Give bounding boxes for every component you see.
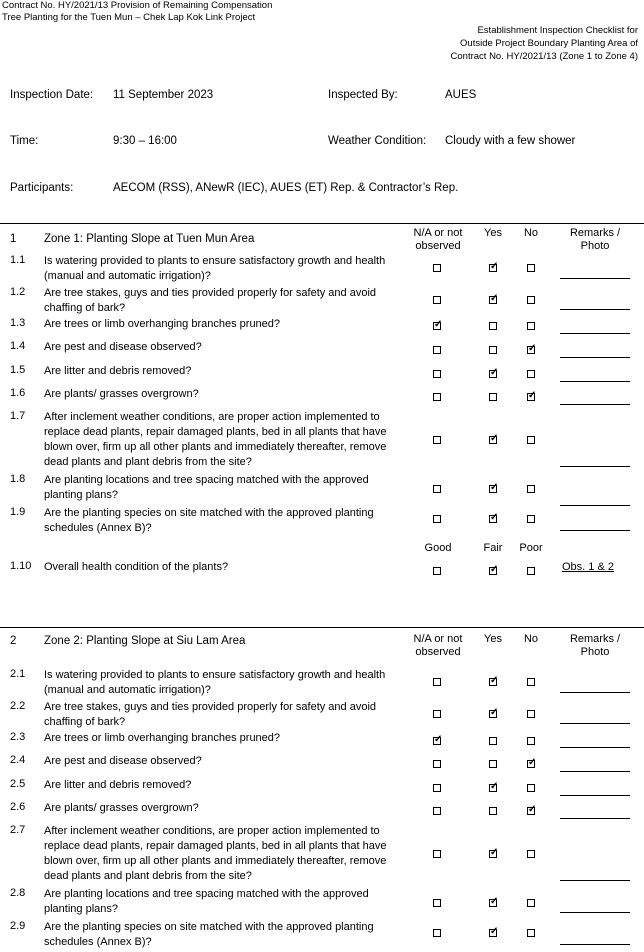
zone2-col-yes: Yes bbox=[484, 633, 502, 645]
checkbox-yes[interactable] bbox=[489, 807, 497, 815]
checkbox-na[interactable] bbox=[433, 346, 441, 354]
question-line: Are tree stakes, guys and ties provided properly for safety and avoid bbox=[44, 287, 377, 299]
zone2-number: 2 bbox=[10, 635, 17, 647]
checkbox-na[interactable] bbox=[433, 784, 441, 792]
checkbox-na[interactable] bbox=[433, 929, 441, 937]
item-question bbox=[44, 317, 389, 332]
item-question bbox=[44, 668, 389, 698]
question-line: replace dead plants, repair damaged plants, bed in all plants that have bbox=[44, 426, 387, 438]
question-line: blown over, firm up all other plants and immediately thereafter, remove bbox=[44, 441, 387, 453]
checkbox-na[interactable] bbox=[433, 296, 441, 304]
checkbox-na[interactable] bbox=[433, 485, 441, 493]
question-line: Is watering provided to plants to ensure satisfactory growth and health bbox=[44, 255, 386, 267]
checklist-title-2: Outside Project Boundary Planting Area of bbox=[460, 38, 638, 49]
zone2-col-no: No bbox=[523, 633, 539, 645]
item-number: 1.8 bbox=[10, 473, 26, 485]
checkbox-yes[interactable] bbox=[489, 929, 497, 937]
inspection-date-value: 11 September 2023 bbox=[113, 89, 214, 101]
remark-field[interactable] bbox=[560, 944, 630, 945]
zone2-title: Zone 2: Planting Slope at Siu Lam Area bbox=[44, 635, 246, 647]
item-number: 2.1 bbox=[10, 668, 26, 680]
remark-text: Obs. 1 & 2 bbox=[562, 561, 614, 573]
question-line: Are trees or limb overhanging branches pruned? bbox=[44, 732, 281, 744]
zone2-divider bbox=[0, 627, 644, 628]
item-number: 2.5 bbox=[10, 778, 26, 790]
item-number: 1.5 bbox=[10, 364, 26, 376]
remark-field[interactable] bbox=[560, 333, 630, 334]
checkbox-no[interactable] bbox=[527, 760, 535, 768]
checkbox-poor[interactable] bbox=[527, 567, 535, 575]
checkbox-no[interactable] bbox=[527, 850, 535, 858]
participants-label: Participants: bbox=[10, 182, 74, 194]
checkbox-no[interactable] bbox=[527, 784, 535, 792]
zone2-col-na: N/A or not observed bbox=[413, 633, 463, 658]
checkbox-no[interactable] bbox=[527, 899, 535, 907]
zone1-number: 1 bbox=[10, 233, 17, 245]
zone1-col-poor: Poor bbox=[519, 542, 543, 554]
item-number: 2.2 bbox=[10, 700, 26, 712]
checkbox-no[interactable] bbox=[527, 296, 535, 304]
item-question bbox=[44, 887, 389, 917]
item-question bbox=[44, 410, 389, 470]
item-number: 1.1 bbox=[10, 254, 26, 266]
item-question bbox=[44, 340, 389, 355]
item-question bbox=[44, 920, 389, 950]
question-line: chaffing of bark? bbox=[44, 302, 126, 314]
remark-field[interactable] bbox=[560, 880, 630, 881]
checkbox-no[interactable] bbox=[527, 370, 535, 378]
question-line: After inclement weather conditions, are proper action implemented to bbox=[44, 825, 380, 837]
checkbox-na[interactable] bbox=[433, 436, 441, 444]
remark-field[interactable] bbox=[560, 466, 630, 467]
checkbox-yes[interactable] bbox=[489, 850, 497, 858]
checkbox-fair[interactable] bbox=[489, 567, 497, 575]
question-line: Are the planting species on site matched with the approved planting bbox=[44, 507, 374, 519]
checkbox-yes[interactable] bbox=[489, 899, 497, 907]
item-question bbox=[44, 801, 389, 816]
checkbox-yes[interactable] bbox=[489, 264, 497, 272]
checkbox-na[interactable] bbox=[433, 515, 441, 523]
remark-field[interactable] bbox=[560, 357, 630, 358]
checkbox-good[interactable] bbox=[433, 567, 441, 575]
question-line: (manual and automatic irrigation)? bbox=[44, 270, 211, 282]
item-number: 2.6 bbox=[10, 801, 26, 813]
zone1-col-fair: Fair bbox=[483, 542, 503, 554]
inspection-date-label: Inspection Date: bbox=[10, 89, 94, 101]
question-line: schedules (Annex B)? bbox=[44, 936, 152, 948]
zone1-title: Zone 1: Planting Slope at Tuen Mun Area bbox=[44, 233, 255, 245]
item-number: 2.9 bbox=[10, 920, 26, 932]
item-number: 1.10 bbox=[10, 560, 32, 572]
remark-field[interactable] bbox=[560, 381, 630, 382]
question-line: Overall health condition of the plants? bbox=[44, 561, 229, 573]
item-question bbox=[44, 700, 389, 730]
checkbox-na[interactable] bbox=[433, 370, 441, 378]
inspected-by-label: Inspected By: bbox=[328, 89, 398, 101]
zone1-col-good: Good bbox=[424, 542, 452, 554]
checkbox-yes[interactable] bbox=[489, 710, 497, 718]
checklist-header bbox=[451, 24, 638, 63]
remark-field[interactable] bbox=[560, 723, 630, 724]
participants-value: AECOM (RSS), ANewR (IEC), AUES (ET) Rep. & Contractor’s Rep. bbox=[113, 182, 459, 194]
zone1-col-remarks: Remarks / Photo bbox=[569, 227, 621, 252]
question-line: Are trees or limb overhanging branches pruned? bbox=[44, 318, 281, 330]
checkbox-yes[interactable] bbox=[489, 678, 497, 686]
checkbox-no[interactable] bbox=[527, 485, 535, 493]
checkbox-no[interactable] bbox=[527, 678, 535, 686]
item-number: 1.4 bbox=[10, 340, 26, 352]
checkbox-na[interactable] bbox=[433, 760, 441, 768]
question-line: Are pest and disease observed? bbox=[44, 341, 202, 353]
remark-field[interactable] bbox=[560, 771, 630, 772]
item-question bbox=[44, 754, 389, 769]
question-line: Are plants/ grasses overgrown? bbox=[44, 388, 199, 400]
remark-field[interactable] bbox=[560, 309, 630, 310]
checkbox-yes[interactable] bbox=[489, 346, 497, 354]
zone2-col-remarks: Remarks / Photo bbox=[569, 633, 621, 658]
item-question bbox=[44, 560, 389, 575]
checkbox-no[interactable] bbox=[527, 393, 535, 401]
question-line: Are pest and disease observed? bbox=[44, 755, 202, 767]
question-line: Are litter and debris removed? bbox=[44, 365, 192, 377]
item-question bbox=[44, 473, 389, 503]
checkbox-yes[interactable] bbox=[489, 784, 497, 792]
item-question bbox=[44, 364, 389, 379]
question-line: dead plants and plant debris from the site? bbox=[44, 456, 252, 468]
question-line: schedules (Annex B)? bbox=[44, 522, 152, 534]
question-line: Are planting locations and tree spacing matched with the approved bbox=[44, 888, 369, 900]
remark-field[interactable] bbox=[560, 505, 630, 506]
remark-field[interactable] bbox=[560, 278, 630, 279]
checkbox-no[interactable] bbox=[527, 710, 535, 718]
checkbox-no[interactable] bbox=[527, 929, 535, 937]
remark-field[interactable] bbox=[560, 530, 630, 531]
inspected-by-value: AUES bbox=[445, 89, 477, 101]
remark-field[interactable] bbox=[560, 818, 630, 819]
item-question bbox=[44, 824, 389, 884]
checkbox-na[interactable] bbox=[433, 710, 441, 718]
item-number: 2.3 bbox=[10, 731, 26, 743]
checkbox-yes[interactable] bbox=[489, 370, 497, 378]
zone1-col-na: N/A or not observed bbox=[413, 227, 463, 252]
checkbox-yes[interactable] bbox=[489, 760, 497, 768]
question-line: Are tree stakes, guys and ties provided properly for safety and avoid bbox=[44, 701, 377, 713]
item-question bbox=[44, 387, 389, 402]
item-number: 1.9 bbox=[10, 506, 26, 518]
item-question bbox=[44, 731, 389, 746]
item-number: 2.4 bbox=[10, 754, 26, 766]
zone1-col-no: No bbox=[523, 227, 539, 239]
question-line: planting plans? bbox=[44, 489, 119, 501]
checkbox-na[interactable] bbox=[433, 322, 441, 330]
time-value: 9:30 – 16:00 bbox=[113, 135, 177, 147]
item-question bbox=[44, 506, 389, 536]
question-line: Are plants/ grasses overgrown? bbox=[44, 802, 199, 814]
item-number: 1.3 bbox=[10, 317, 26, 329]
item-number: 1.6 bbox=[10, 387, 26, 399]
checkbox-no[interactable] bbox=[527, 436, 535, 444]
item-number: 1.7 bbox=[10, 410, 26, 422]
project-title: Tree Planting for the Tuen Mun – Chek Lap Kok Link Project bbox=[2, 12, 256, 23]
checkbox-no[interactable] bbox=[527, 264, 535, 272]
zone1-col-yes: Yes bbox=[484, 227, 502, 239]
checkbox-na[interactable] bbox=[433, 899, 441, 907]
question-line: planting plans? bbox=[44, 903, 119, 915]
checkbox-yes[interactable] bbox=[489, 393, 497, 401]
checkbox-no[interactable] bbox=[527, 515, 535, 523]
question-line: Are planting locations and tree spacing matched with the approved bbox=[44, 474, 369, 486]
checklist-title-3: Contract No. HY/2021/13 (Zone 1 to Zone 4) bbox=[450, 51, 638, 62]
weather-value: Cloudy with a few shower bbox=[445, 135, 576, 147]
checkbox-no[interactable] bbox=[527, 322, 535, 330]
item-question bbox=[44, 778, 389, 793]
item-number: 2.7 bbox=[10, 824, 26, 836]
question-line: dead plants and plant debris from the site? bbox=[44, 870, 252, 882]
time-label: Time: bbox=[10, 135, 39, 147]
remark-field[interactable] bbox=[560, 692, 630, 693]
checkbox-na[interactable] bbox=[433, 737, 441, 745]
checkbox-na[interactable] bbox=[433, 807, 441, 815]
item-number: 2.8 bbox=[10, 887, 26, 899]
question-line: After inclement weather conditions, are proper action implemented to bbox=[44, 411, 380, 423]
checkbox-na[interactable] bbox=[433, 678, 441, 686]
item-question bbox=[44, 286, 389, 316]
item-number: 1.2 bbox=[10, 286, 26, 298]
checkbox-yes[interactable] bbox=[489, 737, 497, 745]
checklist-title-1: Establishment Inspection Checklist for bbox=[477, 25, 638, 36]
remark-field[interactable] bbox=[560, 912, 630, 913]
contract-header bbox=[2, 0, 272, 24]
remark-field[interactable] bbox=[560, 404, 630, 405]
question-line: Is watering provided to plants to ensure satisfactory growth and health bbox=[44, 669, 386, 681]
remark-field[interactable] bbox=[560, 795, 630, 796]
checkbox-no[interactable] bbox=[527, 807, 535, 815]
question-line: chaffing of bark? bbox=[44, 716, 126, 728]
checkbox-na[interactable] bbox=[433, 850, 441, 858]
checkbox-yes[interactable] bbox=[489, 296, 497, 304]
checkbox-yes[interactable] bbox=[489, 515, 497, 523]
contract-title: Contract No. HY/2021/13 Provision of Remaining Compensation bbox=[2, 0, 273, 11]
weather-label: Weather Condition: bbox=[328, 135, 427, 147]
checkbox-na[interactable] bbox=[433, 264, 441, 272]
checkbox-no[interactable] bbox=[527, 737, 535, 745]
remark-field[interactable] bbox=[560, 747, 630, 748]
question-line: replace dead plants, repair damaged plants, bed in all plants that have bbox=[44, 840, 387, 852]
checkbox-no[interactable] bbox=[527, 346, 535, 354]
question-line: blown over, firm up all other plants and immediately thereafter, remove bbox=[44, 855, 387, 867]
checkbox-na[interactable] bbox=[433, 393, 441, 401]
zone1-divider bbox=[0, 223, 644, 224]
question-line: (manual and automatic irrigation)? bbox=[44, 684, 211, 696]
checkbox-yes[interactable] bbox=[489, 322, 497, 330]
item-question bbox=[44, 254, 389, 284]
checkbox-yes[interactable] bbox=[489, 436, 497, 444]
question-line: Are litter and debris removed? bbox=[44, 779, 192, 791]
question-line: Are the planting species on site matched with the approved planting bbox=[44, 921, 374, 933]
checkbox-yes[interactable] bbox=[489, 485, 497, 493]
